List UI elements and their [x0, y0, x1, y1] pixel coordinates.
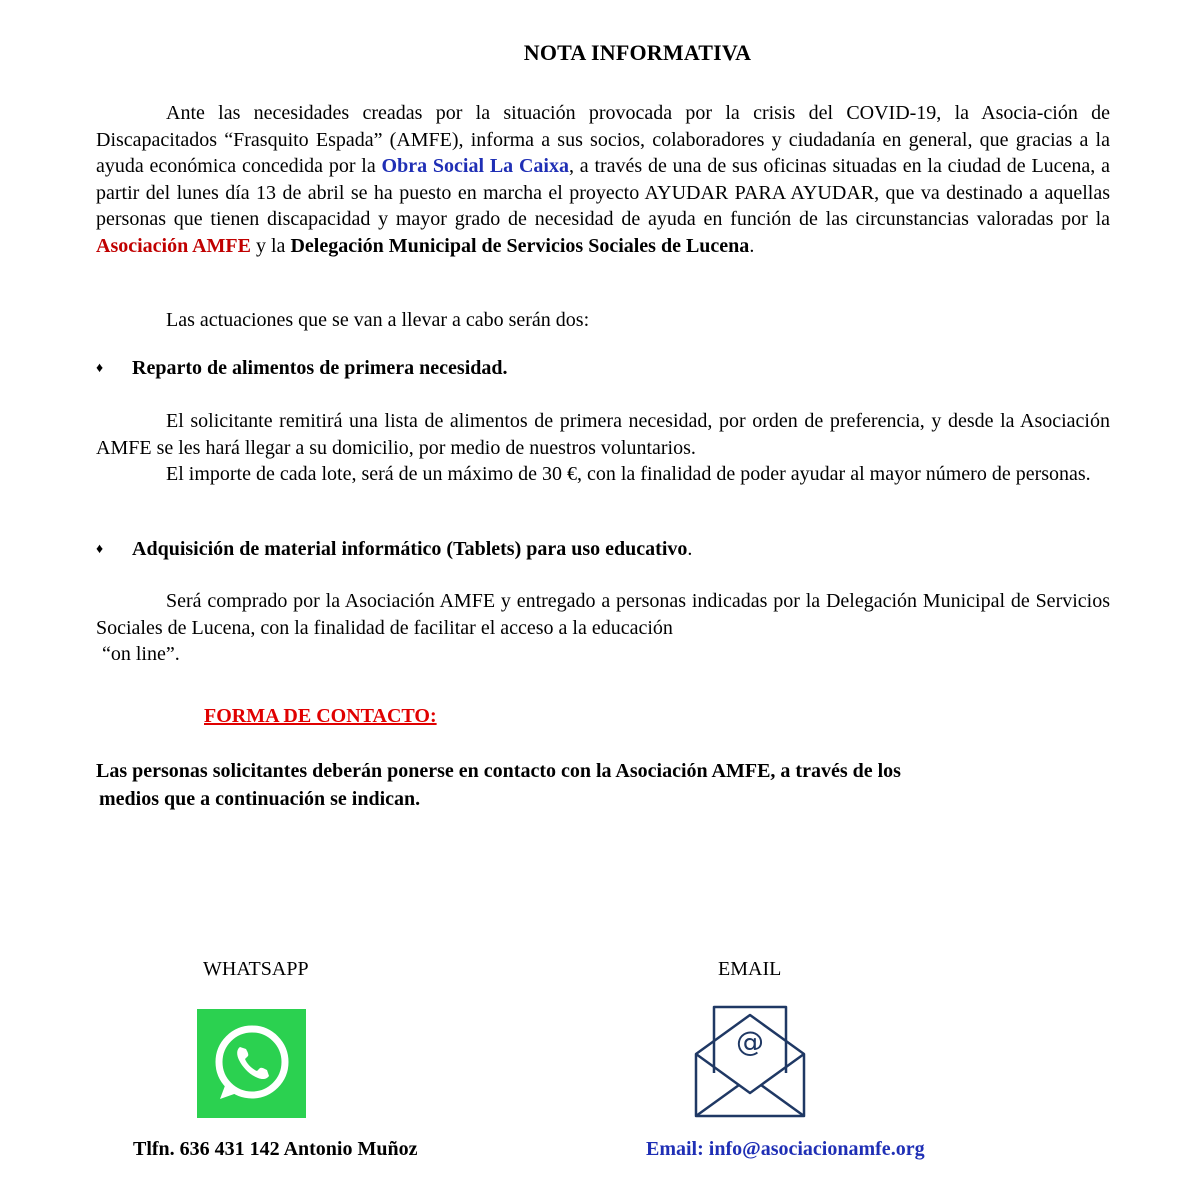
- bullet-alimentos: [96, 357, 508, 380]
- email-address[interactable]: Email: info@asociacionamfe.org: [646, 1138, 925, 1160]
- intro-text-2: , a través de una de sus oficinas situadas en la ciudad de Lucena, a partir del lunes día 13 de abril se ha puesto en marcha el proyecto AYUDAR PARA AYUDAR, que va destinado a aquellas personas que tienen discapacidad y mayor grado de necesidad de ayuda en función de las circunstancias valoradas por la: [96, 155, 1110, 230]
- contact-title: FORMA DE CONTACTO:: [204, 705, 437, 727]
- envelope-at-icon[interactable]: [694, 1005, 806, 1119]
- intro-text-3: y la: [251, 234, 291, 257]
- contact-line-1: Las personas solicitantes deberán ponerse en contacto con la Asociación AMFE, a través de los: [96, 760, 901, 782]
- diamond-bullet-icon: ♦: [96, 361, 104, 376]
- org-la-caixa: Obra Social La Caixa: [381, 155, 569, 177]
- alimentos-paragraph-2: El importe de cada lote, será de un máximo de 30 €, con la finalidad de poder ayudar al mayor número de personas.: [166, 463, 1091, 485]
- bullet-tablets-heading: Adquisición de material informático (Tablets) para uso educativo: [132, 538, 688, 560]
- actuaciones-intro: Las actuaciones que se van a llevar a cabo serán dos:: [166, 309, 590, 331]
- page-title: NOTA INFORMATIVA: [523, 40, 752, 65]
- alimentos-paragraph-1: El solicitante remitirá una lista de alimentos de primera necesidad, por orden de preferencia, y desde la Asociación AMFE se les hará llegar a su domicilio, por medio de nuestros voluntarios.: [96, 410, 1110, 459]
- diamond-bullet-icon: ♦: [96, 542, 104, 557]
- bullet-tablets-period: .: [687, 538, 693, 560]
- bullet-tablets: [96, 538, 692, 561]
- tablets-text: Será comprado por la Asociación AMFE y entregado a personas indicadas por la Delegación Municipal de Servicios Sociales de Lucena, con la finalidad de facilitar el acceso a la educación: [96, 590, 1110, 639]
- whatsapp-icon[interactable]: [197, 1009, 306, 1118]
- email-label: EMAIL: [718, 958, 782, 980]
- intro-text-1: Ante las necesidades creadas por la situación provocada por la crisis del COVID-19, la Asocia-ción de Discapacitados “Frasquito Espada” (AMFE), informa a sus socios, colaboradores y ciudadanía en general, que gracias a la ayuda económica concedida por la: [96, 102, 1110, 177]
- whatsapp-label: WHATSAPP: [203, 958, 309, 980]
- contact-line-2: medios que a continuación se indican.: [99, 788, 421, 810]
- tablets-online: “on line”.: [102, 643, 180, 665]
- org-amfe: Asociación AMFE: [96, 234, 251, 257]
- whatsapp-phone: Tlfn. 636 431 142 Antonio Muñoz: [133, 1138, 418, 1160]
- intro-text-4: .: [749, 234, 755, 257]
- org-delegacion: Delegación Municipal de Servicios Sociales de Lucena: [290, 234, 750, 257]
- contact-instructions: [96, 757, 1136, 813]
- svg-text:@: @: [736, 1025, 764, 1058]
- bullet-alimentos-heading: Reparto de alimentos de primera necesidad.: [132, 357, 508, 379]
- intro-paragraph: [96, 100, 1110, 259]
- tablets-paragraph: [96, 588, 1110, 668]
